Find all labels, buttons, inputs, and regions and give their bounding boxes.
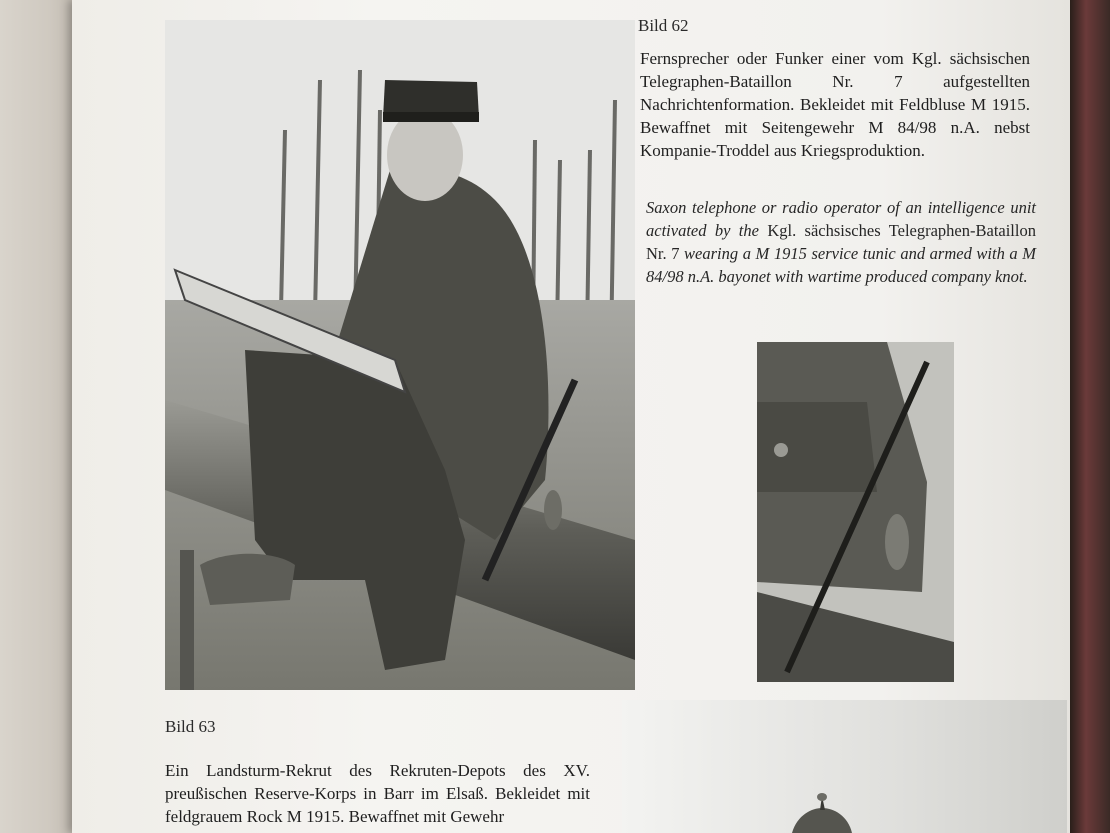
right-background <box>1070 0 1110 833</box>
photo-soldier-seated <box>165 20 635 690</box>
caption-en-part1: Saxon telephone or radio operator of an intelligence unit activated by the <box>646 198 1036 240</box>
figure-63-caption-german: Ein Landsturm-Rekrut des Rekruten-Depots des XV. preußischen Reserve-Korps in Barr im Elsaß. Bekleidet mit feldgrauem Rock M 1915. Bewaffnet mit Gewehr <box>165 761 590 826</box>
caption-en-unit-name: Kgl. sächsisches Telegraphen-Bataillon Nr. 7 <box>646 221 1036 263</box>
photo-helmet <box>622 700 1067 833</box>
photo-bayonet-detail <box>757 342 954 682</box>
figure-63-label: Bild 63 <box>165 717 216 736</box>
caption-en-part3: wearing a M 1915 service tunic and armed with a M 84/98 n.A. bayonet with wartime produced company knot. <box>646 244 1037 286</box>
figure-62-label: Bild 62 <box>638 16 689 35</box>
figure-62-caption-english <box>646 196 1036 288</box>
figure-62-caption-german: Fernsprecher oder Funker einer vom Kgl. sächsischen Telegraphen-Bataillon Nr. 7 aufgestellten Nachrichtenformation. Bekleidet mit Feldbluse M 1915. Bewaffnet mit Seitengewehr M 84/98 n.A. nebst Kompanie-Troddel aus Kriegsproduktion. <box>640 49 1030 160</box>
